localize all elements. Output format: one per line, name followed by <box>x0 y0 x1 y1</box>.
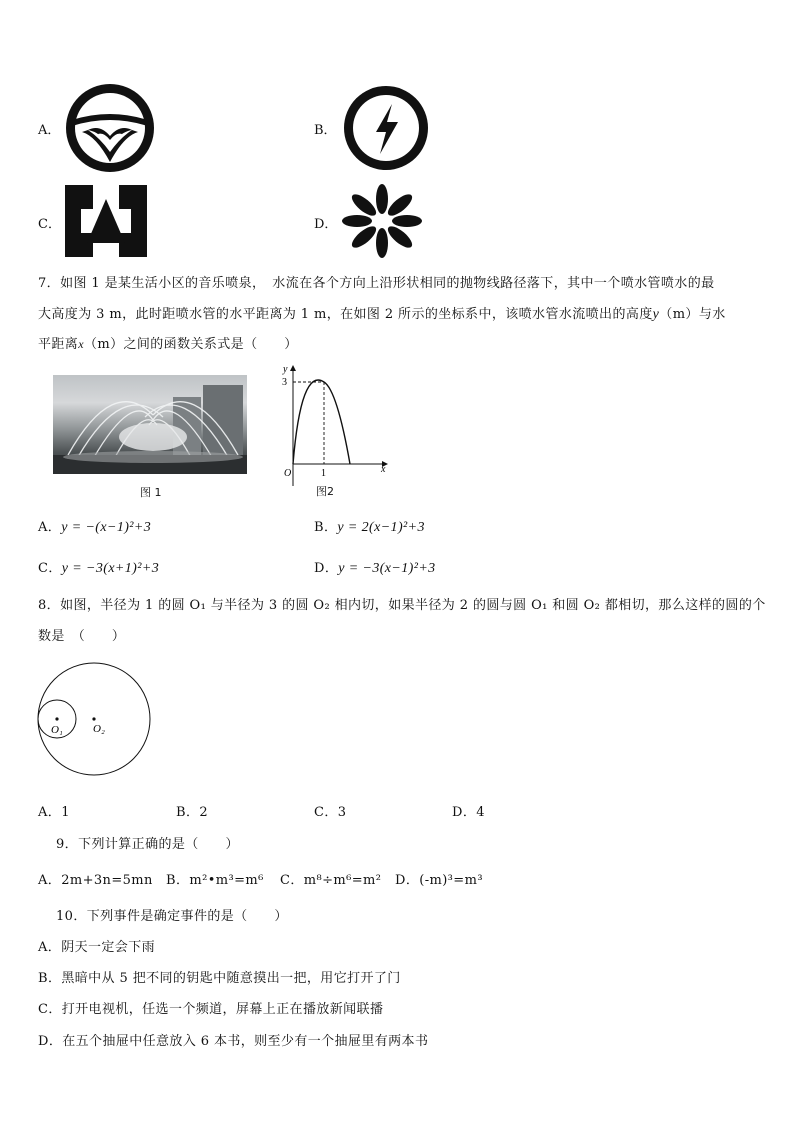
q9-stem: 9．下列计算正确的是（ ） <box>56 837 239 852</box>
q7-stem-line1: 7．如图 1 是某生活小区的音乐喷泉， 水流在各个方向上沿形状相同的抛物线路径落下，其中一个喷水管喷水的最 <box>38 276 715 291</box>
q8-option-a: A．1 <box>38 805 70 820</box>
label-o2: O₂ <box>93 723 105 735</box>
fig2-caption: 图2 <box>316 485 334 498</box>
q6-option-b-label: B． <box>314 123 337 138</box>
q7-option-b-expr: y = 2(x−1)²+3 <box>337 520 425 535</box>
x-axis-label: x <box>381 464 386 475</box>
q10-option-b: B．黑暗中从 5 把不同的钥匙中随意摸出一把，用它打开了门 <box>38 971 401 986</box>
q7-option-c-label: C． <box>38 561 62 576</box>
tangent-circles-figure <box>36 660 156 778</box>
circle-v-emblem-icon <box>62 80 158 176</box>
q9-option-a: A．2m+3n=5mn <box>38 873 153 888</box>
parabola-curve <box>293 380 350 464</box>
q7-var-x: x <box>78 337 84 351</box>
q10-option-d: D．在五个抽屉中任意放入 6 本书，则至少有一个抽屉里有两本书 <box>38 1034 429 1049</box>
q7-stem-line2: 大高度为 3 m，此时距喷水管的水平距离为 1 m，在如图 2 所示的坐标系中，该喷水管水流喷出的高度 <box>38 307 653 322</box>
q8-stem-line1: 8．如图，半径为 1 的圆 O₁ 与半径为 3 的圆 O₂ 相内切，如果半径为 2 的圆与圆 O₁ 和圆 O₂ 都相切，那么这样的圆的个 <box>38 598 766 613</box>
q7-option-c-expr: y = −3(x+1)²+3 <box>61 561 160 576</box>
fountain-photo <box>53 375 247 474</box>
q10-stem: 10．下列事件是确定事件的是（ ） <box>56 909 288 924</box>
q7-stem-line2-tail: （m）与水 <box>659 307 726 322</box>
y-tick-3: 3 <box>282 377 287 388</box>
eight-petal-flower-icon <box>340 184 424 258</box>
origin-label: O <box>284 468 292 479</box>
q10-option-a: A．阴天一定会下雨 <box>38 940 155 955</box>
x-tick-1: 1 <box>321 468 326 479</box>
lightning-circle-icon <box>340 82 432 174</box>
q7-stem-line3b: （m）之间的函数关系式是（ ） <box>83 337 298 352</box>
checker-triangle-icon <box>65 185 147 257</box>
q7-option-b-label: B． <box>314 520 338 535</box>
q8-option-c: C．3 <box>314 805 347 820</box>
q6-option-d-label: D． <box>314 217 338 232</box>
q7-stem-line3a: 平距离 <box>38 337 79 352</box>
parabola-graph <box>275 360 395 490</box>
q9-option-c: C．m⁸÷m⁶=m² <box>280 873 382 888</box>
y-axis-label: y <box>283 364 288 375</box>
q7-option-a-label: A． <box>38 520 62 535</box>
q6-option-a-label: A． <box>38 123 61 138</box>
q8-option-d: D．4 <box>452 805 485 820</box>
q6-option-c-label: C． <box>38 217 61 232</box>
q8-stem-line2: 数是 （ ） <box>38 629 126 644</box>
q7-option-d-expr: y = −3(x−1)²+3 <box>338 561 436 576</box>
label-o1: O₁ <box>51 724 63 736</box>
q9-option-d: D．(-m)³=m³ <box>395 873 483 888</box>
q10-option-c: C．打开电视机，任选一个频道，屏幕上正在播放新闻联播 <box>38 1002 384 1017</box>
q7-option-d-label: D． <box>314 561 339 576</box>
q8-option-b: B．2 <box>176 805 209 820</box>
q9-option-b: B．m²•m³=m⁶ <box>166 873 264 888</box>
fig1-caption: 图 1 <box>140 486 162 499</box>
center-o2 <box>92 717 95 720</box>
q7-var-y: y <box>652 307 660 322</box>
center-o1 <box>55 717 58 720</box>
q7-option-a-expr: y = −(x−1)²+3 <box>61 520 152 535</box>
